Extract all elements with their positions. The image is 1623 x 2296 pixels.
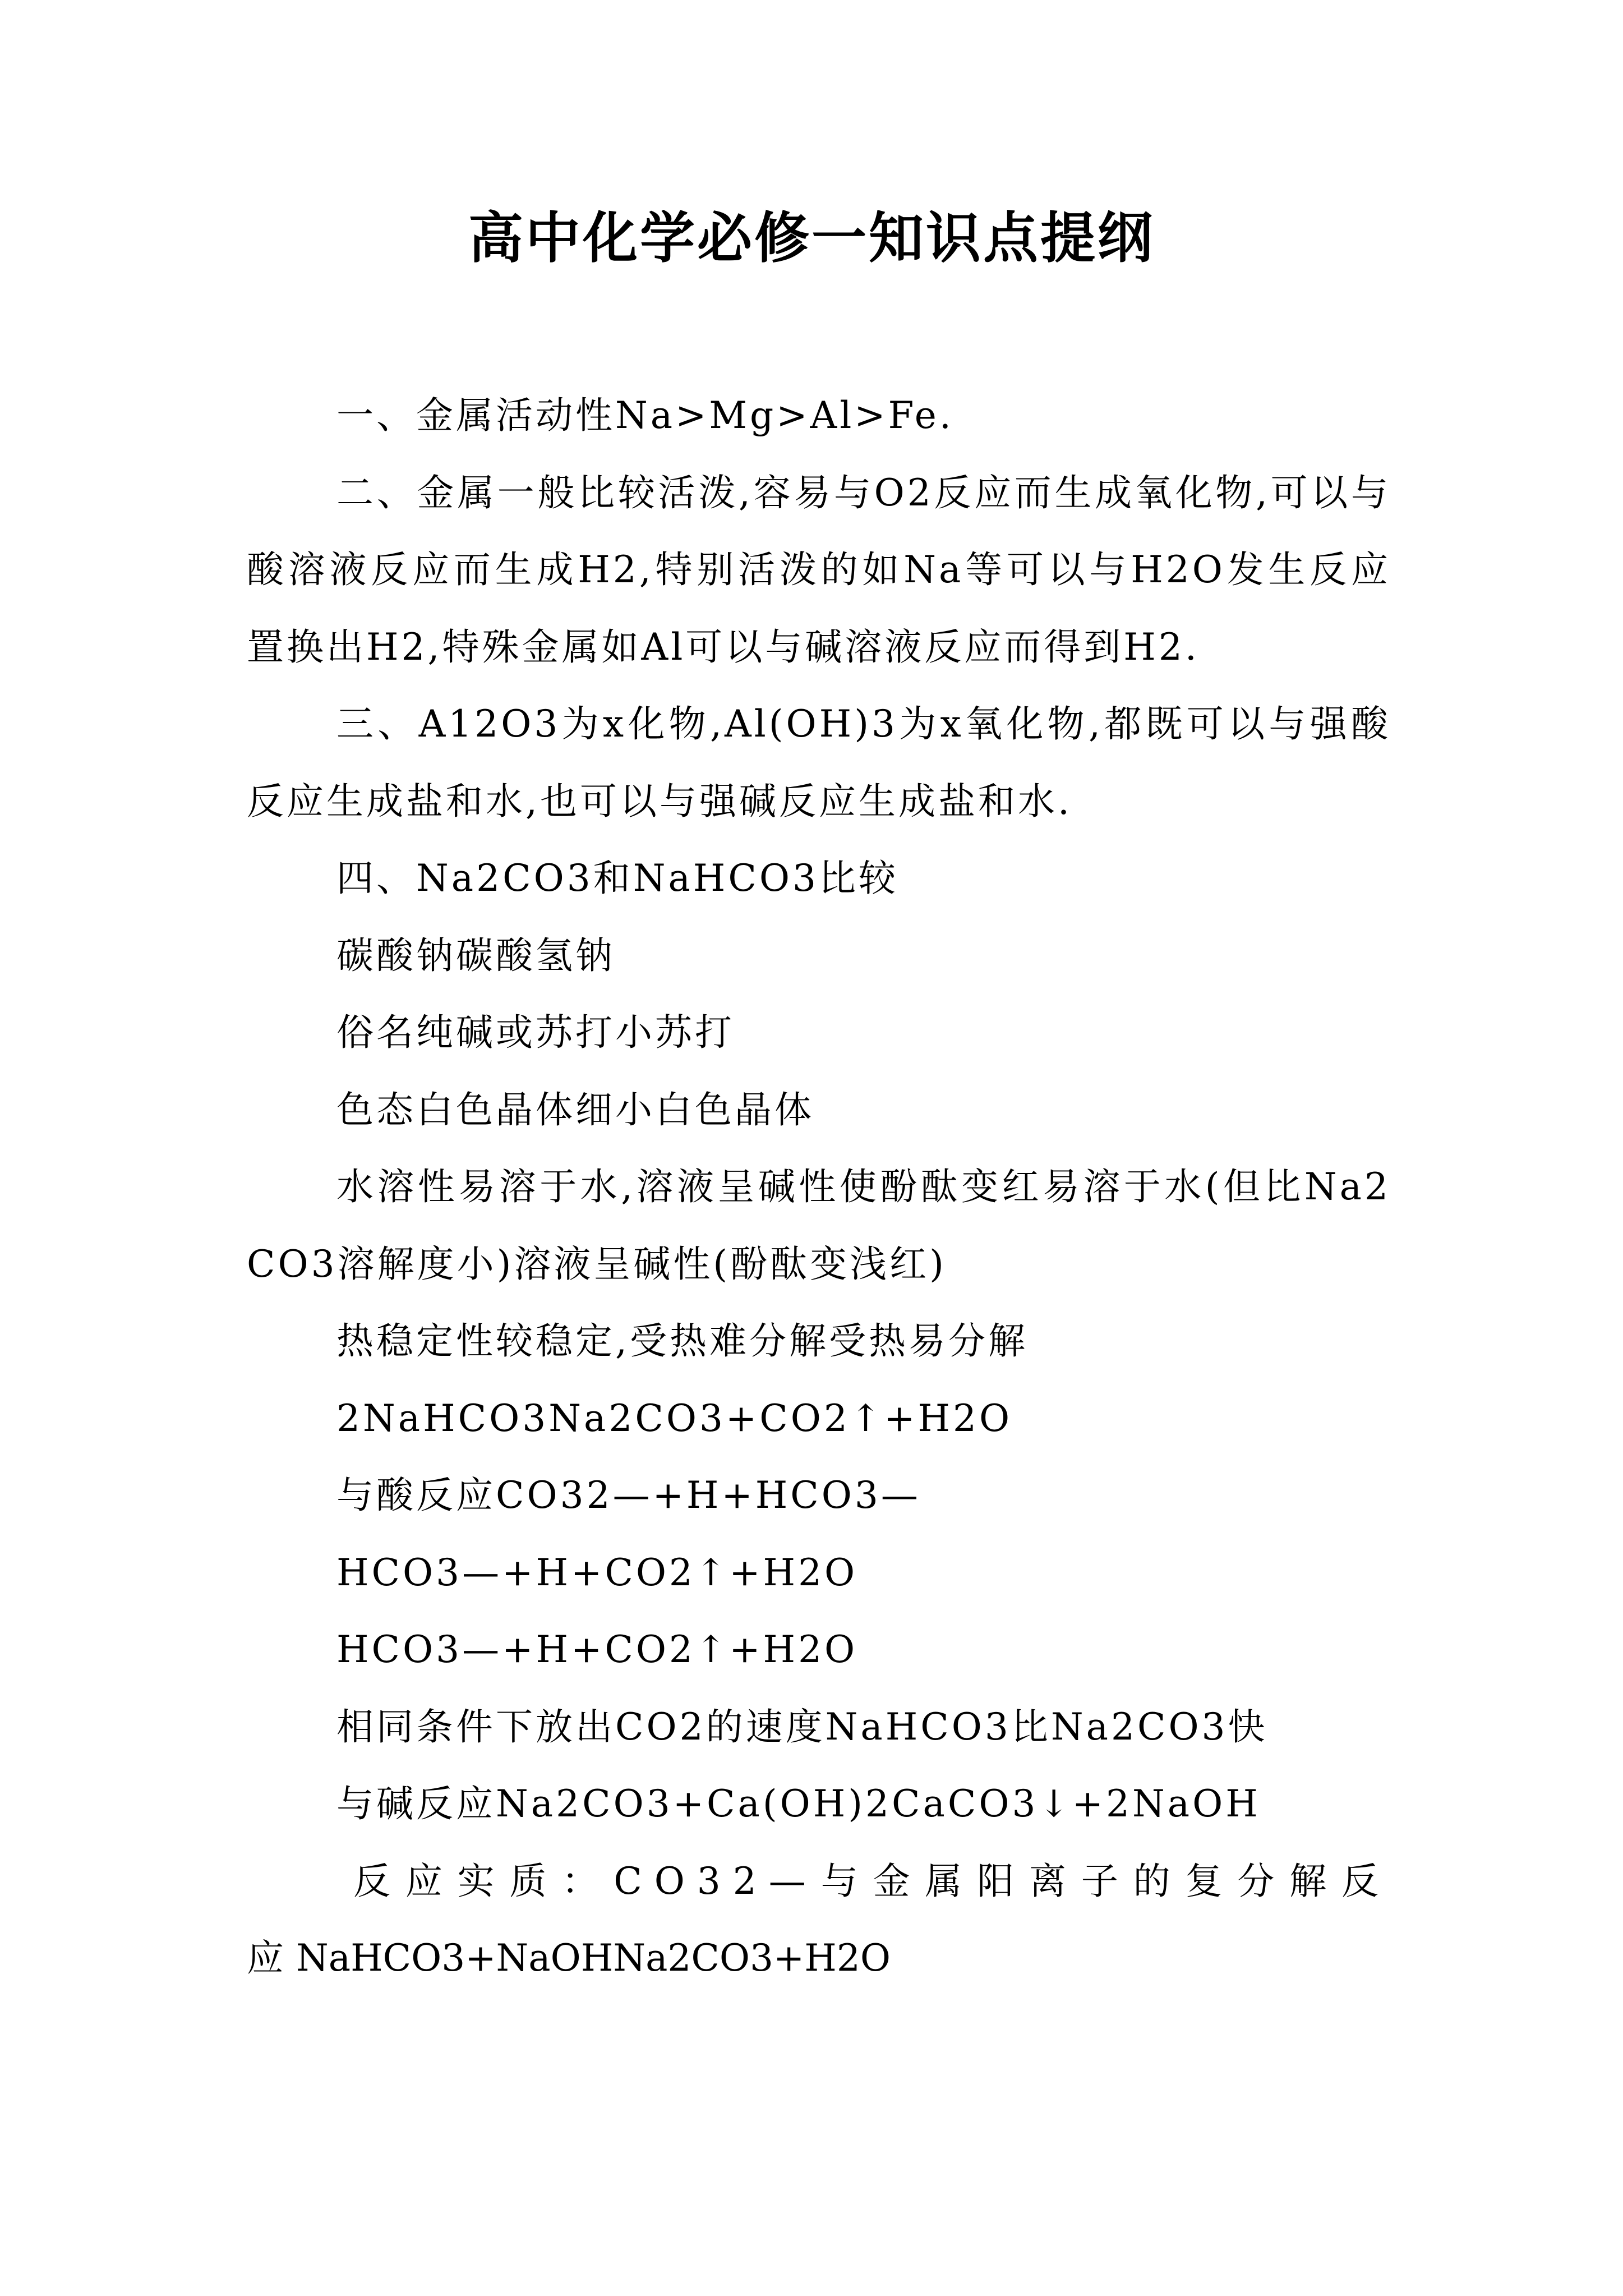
document-body [247,377,1391,1997]
paragraph-16-text: 反应实质：CO32—与金属阳离子的复分解反应 [247,1859,1391,1980]
paragraph-7: 色态白色晶体细小白色晶体 [336,1088,814,1131]
paragraph-5: 碳酸钠碳酸氢钠 [336,933,615,977]
paragraph-16 [247,1843,1391,1997]
paragraph-15: 与碱反应Na2CO3+Ca(OH)2CaCO3↓+2NaOH [336,1782,1261,1825]
document-title: 高中化学必修一知识点提纲 [468,206,1155,270]
paragraph-9: 热稳定性较稳定,受热难分解受热易分解 [336,1319,1028,1363]
paragraph-4: 四、Na2CO3和NaHCO3比较 [336,857,898,900]
paragraph-6: 俗名纯碱或苏打小苏打 [336,1011,735,1054]
paragraph-14: 相同条件下放出CO2的速度NaHCO3比Na2CO3快 [336,1705,1268,1749]
paragraph-12: HCO3—+H+CO2↑+H2O [336,1550,858,1594]
paragraph-13: HCO3—+H+CO2↑+H2O [336,1628,858,1671]
paragraph-1: 一、金属活动性Na>Mg>Al>Fe. [336,394,954,437]
paragraph-10: 2NaHCO3Na2CO3+CO2↑+H2O [336,1396,1013,1440]
paragraph-8: 水溶性易溶于水,溶液呈碱性使酚酞变红易溶于水(但比Na2CO3溶解度小)溶液呈碱性(酚酞变浅红) [247,1165,1391,1286]
paragraph-2: 二、金属一般比较活泼,容易与O2反应而生成氧化物,可以与酸溶液反应而生成H2,特别活泼的如Na等可以与H2O发生反应置换出H2,特殊金属如Al可以与碱溶液反应而得到H2. [247,471,1391,669]
paragraph-16-equation: NaHCO3+NaOHNa2CO3+H2O [296,1936,891,1980]
paragraph-3: 三、A12O3为x化物,Al(OH)3为x氧化物,都既可以与强酸反应生成盐和水,也可以与强碱反应生成盐和水. [247,702,1391,823]
paragraph-11: 与酸反应CO32—+H+HCO3— [336,1474,921,1517]
